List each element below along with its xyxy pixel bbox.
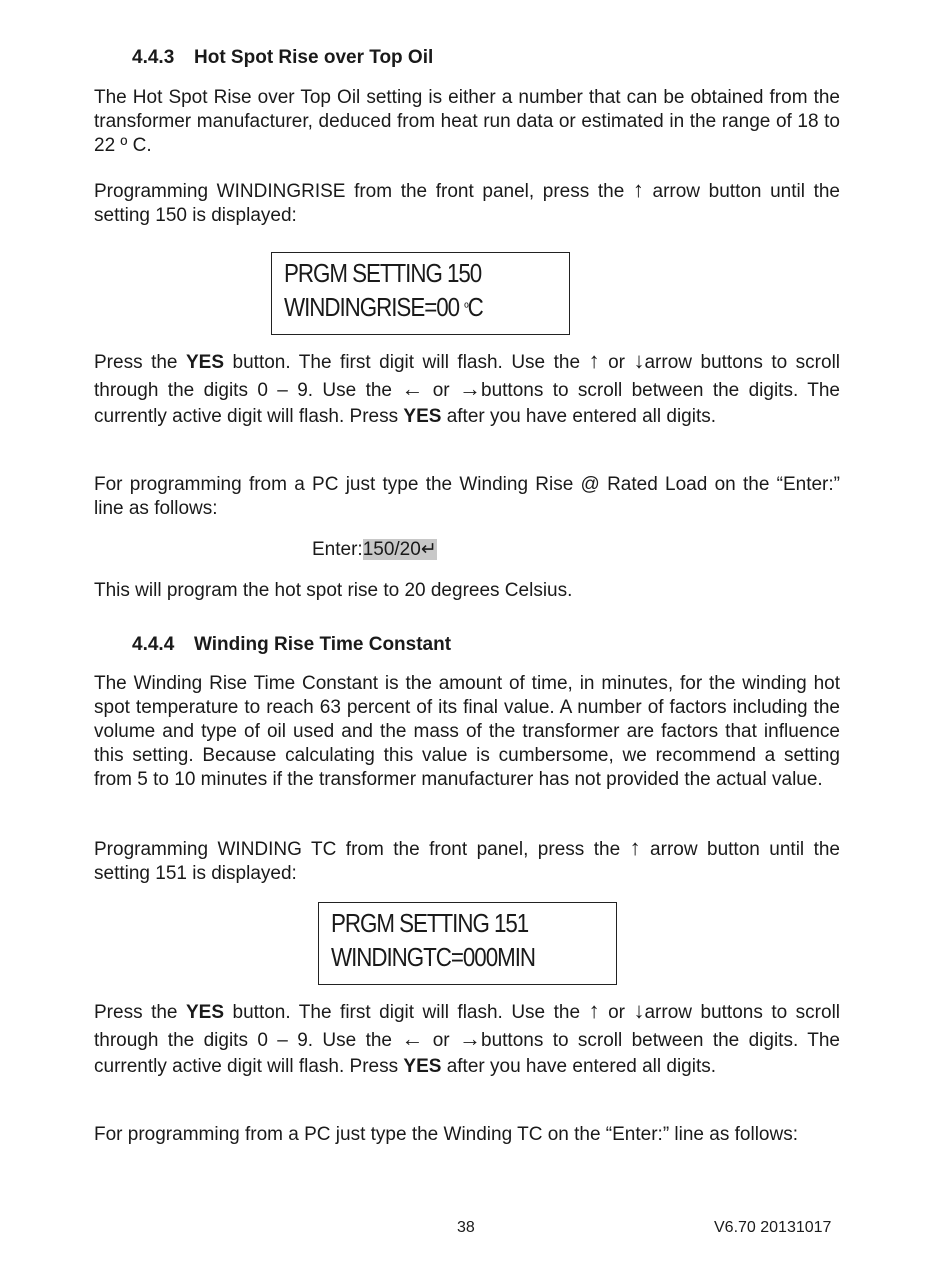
page-number: 38 [457, 1219, 475, 1236]
text-span: after you have entered all digits. [441, 406, 717, 427]
yes-label: YES [186, 1002, 225, 1023]
lcd-display-setting-150 [271, 252, 570, 335]
paragraph-press-yes-instructions [94, 348, 840, 430]
paragraph-hot-spot-intro: The Hot Spot Rise over Top Oil setting is either a number that can be obtained from the transformer manufacturer, deduced from heat run data or estimated in the range of 18 to 22 º C. [94, 87, 840, 156]
paragraph-result: This will program the hot spot rise to 20 degrees Celsius. [94, 580, 573, 601]
enter-key-icon: ↵ [420, 539, 437, 560]
down-arrow-icon: ↓ [633, 348, 645, 373]
text-span: arrow button until the setting 151 is displayed: [94, 839, 840, 884]
lcd-display-setting-151 [318, 902, 617, 985]
text-span: or [423, 1030, 459, 1051]
text-span: WINDINGRISE=00 [284, 292, 465, 322]
section-title: Winding Rise Time Constant [194, 634, 452, 655]
enter-value: 150/20 [362, 539, 421, 560]
enter-label: Enter: [312, 539, 363, 560]
text-span: buttons to scroll between the digits. The currently active digit will flash. Press [94, 1030, 841, 1077]
up-arrow-icon: ↑ [629, 835, 641, 860]
section-heading-4-4-3 [132, 47, 433, 69]
section-number: 4.4.3 [132, 47, 175, 68]
up-arrow-icon: ↑ [632, 177, 644, 202]
yes-label: YES [186, 352, 225, 373]
section-heading-4-4-4 [132, 634, 451, 656]
paragraph-press-yes-instructions [94, 998, 840, 1080]
text-span: button. The first digit will flash. Use the [224, 1002, 589, 1023]
text-span: Programming WINDING TC from the front panel, press the [94, 839, 630, 860]
text-span: arrow button until the setting 150 is displayed: [94, 181, 840, 226]
paragraph-time-constant-intro: The Winding Rise Time Constant is the amount of time, in minutes, for the winding hot spot temperature to reach 63 percent of its final value. A number of factors including the volume and type of oil used and the mass of the transformer are factors that influence this setting. Because calculating this value is cumbersome, we recommend a setting from 5 to 10 minutes if the transformer manufacturer has not provided the actual value. [94, 673, 840, 790]
right-arrow-icon: → [459, 1026, 481, 1051]
right-arrow-icon: → [459, 376, 481, 401]
degree-symbol: º [464, 299, 468, 315]
lcd-line-1: PRGM SETTING 150 [284, 258, 482, 288]
text-span: C [467, 292, 483, 322]
up-arrow-icon: ↑ [588, 998, 600, 1023]
text-span: or [599, 1002, 634, 1023]
text-span: Press the [94, 352, 186, 373]
left-arrow-icon: ← [401, 376, 424, 401]
yes-label: YES [403, 406, 442, 427]
text-span: Press the [94, 1002, 186, 1023]
lcd-line-1: PRGM SETTING 151 [331, 908, 529, 938]
section-number: 4.4.4 [132, 634, 175, 655]
text-span: or [599, 352, 634, 373]
left-arrow-icon: ← [401, 1026, 424, 1051]
text-span: Programming WINDINGRISE from the front panel, press the [94, 181, 633, 202]
paragraph-pc-programming: For programming from a PC just type the Winding Rise @ Rated Load on the “Enter:” line as follows: [94, 474, 840, 519]
text-span: arrow buttons to scroll through the digits 0 – 9. Use the [94, 352, 841, 401]
text-span: after you have entered all digits. [441, 1056, 717, 1077]
text-span: or [423, 380, 459, 401]
text-span: buttons to scroll between the digits. The currently active digit will flash. Press [94, 380, 841, 427]
section-title: Hot Spot Rise over Top Oil [194, 47, 434, 68]
lcd-line-2: WINDINGTC=000MIN [331, 942, 536, 972]
enter-value-highlight [363, 539, 437, 560]
up-arrow-icon: ↑ [588, 348, 600, 373]
paragraph-programming-winding-tc [94, 836, 840, 886]
document-version: V6.70 20131017 [714, 1219, 832, 1236]
paragraph-programming-windingrise [94, 178, 840, 228]
down-arrow-icon: ↓ [633, 998, 645, 1023]
paragraph-pc-programming: For programming from a PC just type the Winding TC on the “Enter:” line as follows: [94, 1124, 798, 1145]
text-span: arrow buttons to scroll through the digits 0 – 9. Use the [94, 1002, 841, 1051]
lcd-line-2 [284, 290, 519, 324]
text-span: button. The first digit will flash. Use the [224, 352, 589, 373]
yes-label: YES [403, 1056, 442, 1077]
enter-command-example [312, 538, 437, 562]
